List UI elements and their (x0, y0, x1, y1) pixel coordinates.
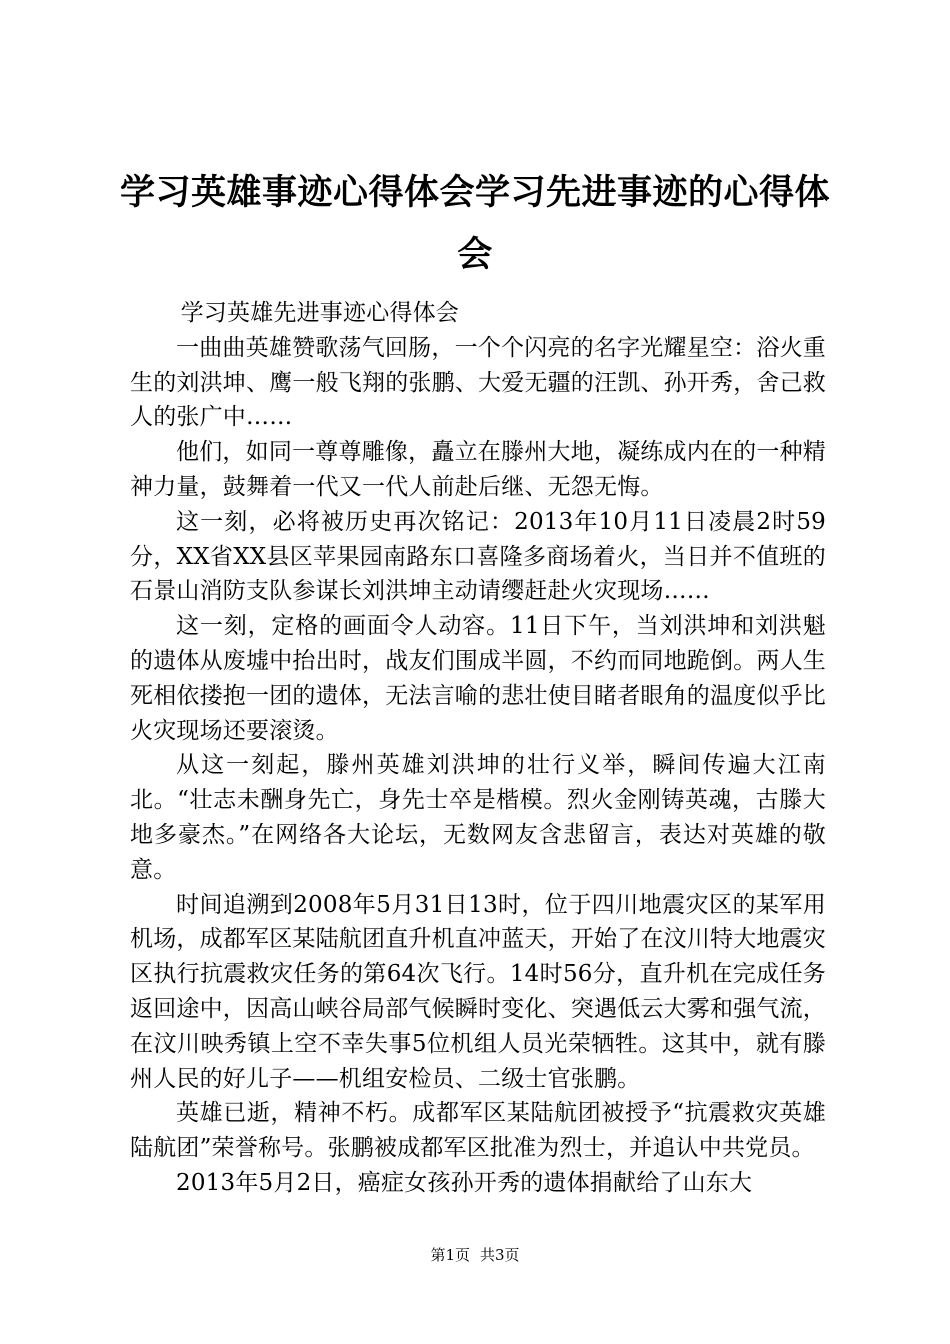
page-number: 第1页 (430, 1246, 470, 1264)
document-body (130, 296, 826, 1201)
paragraph: 这一刻，定格的画面令人动容。11日下午，当刘洪坤和刘洪魁的遗体从废墟中抬出时，战友们围成半圆，不约而同地跪倒。两人生死相依搂抱一团的遗体，无法言喻的悲壮使目睹者眼角的温度似乎比火灾现场还要滚烫。 (130, 613, 826, 744)
page-footer (0, 1244, 950, 1266)
document-title (120, 162, 830, 286)
paragraph: 时间追溯到2008年5月31日13时，位于四川地震灾区的某军用机场，成都军区某陆航团直升机直冲蓝天，开始了在汶川特大地震灾区执行抗震救灾任务的第64次飞行。14时56分，直升机在完成任务返回途中，因高山峡谷局部气候瞬时变化、突遇低云大雾和强气流，在汶川映秀镇上空不幸失事5位机组人员光荣牺牲。这其中，就有滕州人民的好儿子——机组安检员、二级士官张鹏。 (130, 891, 826, 1092)
title-line-1: 学习英雄事迹心得体会学习先进事迹的心得体 (120, 173, 831, 213)
paragraph: 2013年5月2日，癌症女孩孙开秀的遗体捐献给了山东大 (176, 1169, 753, 1196)
paragraph: 这一刻，必将被历史再次铭记：2013年10月11日凌晨2时59分，XX省XX县区苹果园南路东口喜隆多商场着火，当日并不值班的石景山消防支队参谋长刘洪坤主动请缨赶赴火灾现场…… (130, 508, 826, 605)
page-total: 共3页 (480, 1246, 520, 1264)
paragraph: 一曲曲英雄赞歌荡气回肠，一个个闪亮的名字光耀星空：浴火重生的刘洪坤、鹰一般飞翔的张鹏、大爱无疆的汪凯、孙开秀，舍己救人的张广中…… (130, 334, 826, 431)
paragraph: 从这一刻起，滕州英雄刘洪坤的壮行义举，瞬间传遍大江南北。“壮志未酬身先亡，身先士卒是楷模。烈火金刚铸英魂，古滕大地多豪杰。”在网络各大论坛，无数网友含悲留言，表达对英雄的敬意。 (130, 752, 826, 883)
title-line-2: 会 (457, 235, 493, 275)
document-subtitle: 学习英雄先进事迹心得体会 (180, 300, 459, 326)
paragraph: 英雄已逝，精神不朽。成都军区某陆航团被授予“抗震救灾英雄陆航团”荣誉称号。张鹏被成都军区批准为烈士，并追认中共党员。 (130, 1100, 826, 1162)
paragraph: 他们，如同一尊尊雕像，矗立在滕州大地，凝练成内在的一种精神力量，鼓舞着一代又一代人前赴后继、无怨无悔。 (130, 439, 826, 500)
